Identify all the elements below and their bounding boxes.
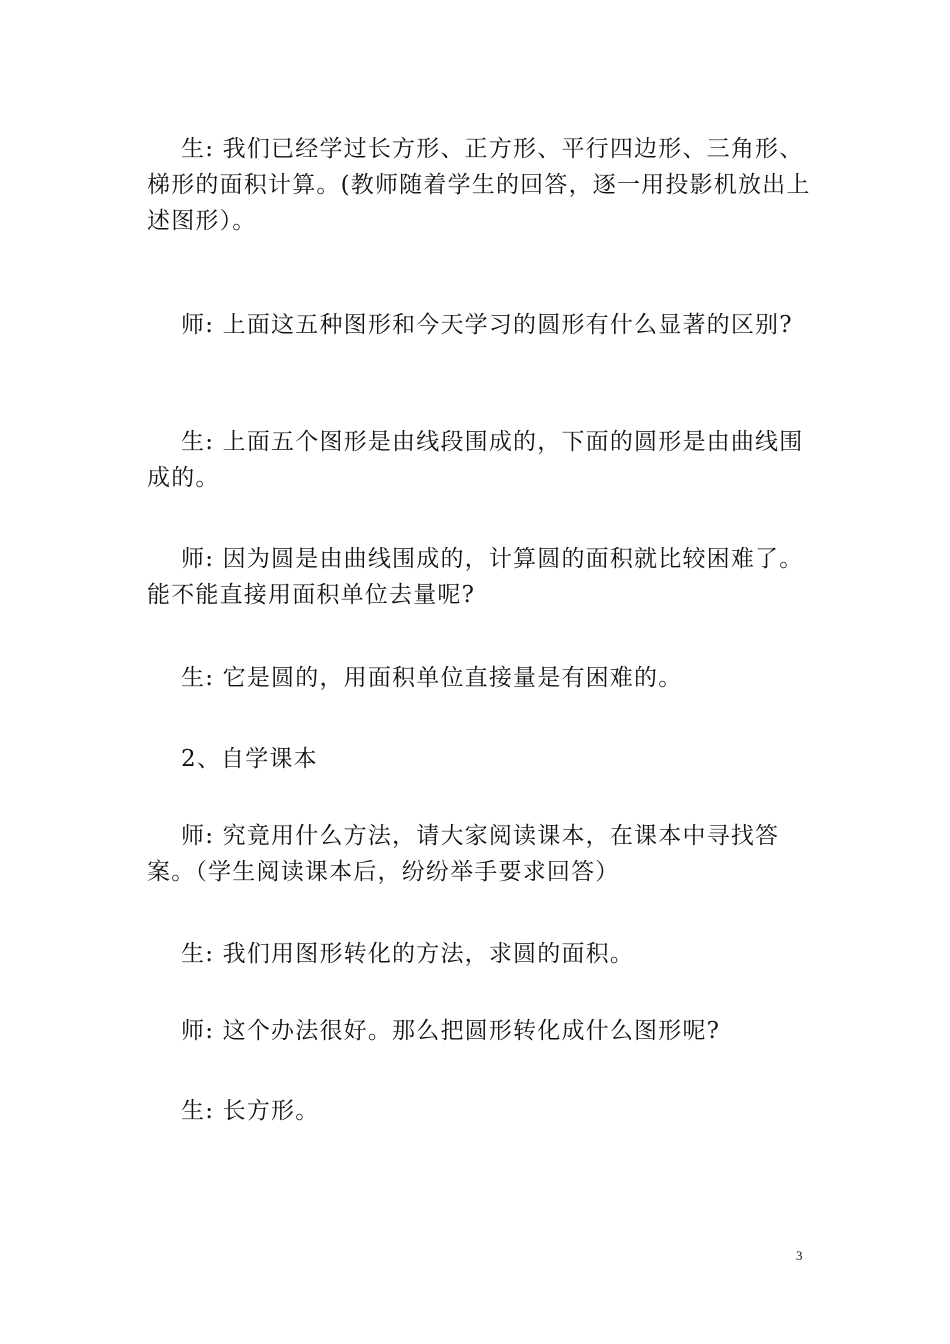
paragraph-student-1: 生: 我们已经学过长方形、正方形、平行四边形、三角形、梯形的面积计算。(教师随着学生的回答，逐一用投影机放出上述图形）。 [147, 136, 811, 234]
section-heading: 2、自学课本 [181, 746, 318, 772]
paragraph-student-5: 生: 长方形。 [181, 1098, 320, 1124]
paragraph-student-2: 生: 上面五个图形是由线段围成的，下面的圆形是由曲线围成的。 [147, 429, 804, 491]
paragraph-student-3: 生: 它是圆的，用面积单位直接量是有困难的。 [181, 665, 683, 691]
paragraph-teacher-1: 师: 上面这五种图形和今天学习的圆形有什么显著的区别? [181, 312, 793, 338]
paragraph-teacher-3: 师: 究竟用什么方法，请大家阅读课本，在课本中寻找答案。（学生阅读课本后，纷纷举手要求回答） [147, 823, 780, 885]
page-number: 3 [796, 1248, 803, 1263]
paragraph-teacher-2: 师: 因为圆是由曲线围成的，计算圆的面积就比较困难了。能不能直接用面积单位去量呢? [147, 546, 804, 608]
paragraph-student-4: 生: 我们用图形转化的方法，求圆的面积。 [181, 941, 635, 967]
paragraph-teacher-4: 师: 这个办法很好。那么把圆形转化成什么图形呢? [181, 1018, 721, 1044]
